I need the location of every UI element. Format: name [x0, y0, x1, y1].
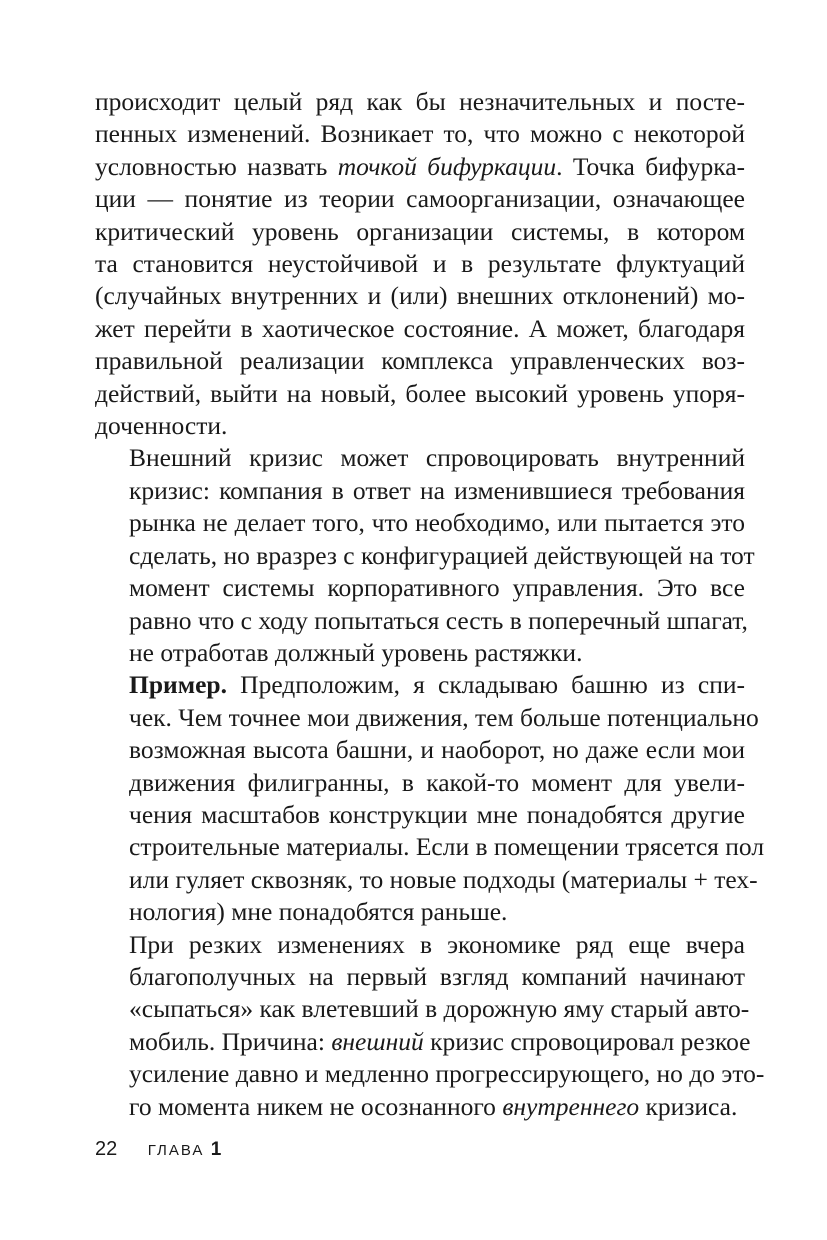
text-run: чения масштабов конструкции мне понадобятся другие [129, 799, 745, 829]
text-line [95, 702, 759, 734]
text-run: правильной реализации комплекса управленческих воз- [95, 346, 745, 376]
text-run: го момента никем не осознанного [129, 1091, 503, 1121]
text-line [95, 993, 750, 1025]
text-line [95, 929, 745, 961]
text-run: Внешний кризис может спровоцировать внутренний [129, 443, 745, 473]
italic-text: точкой бифуркации [337, 151, 557, 181]
text-line [95, 767, 745, 799]
text-run: сделать, но вразрез с конфигурацией действующей на тот [129, 540, 755, 570]
text-line [95, 669, 745, 701]
text-run: момент системы корпоративного управления. Это все [129, 573, 745, 603]
page-footer [95, 1138, 221, 1161]
text-run: условностью назвать [95, 151, 338, 181]
text-run: жет перейти в хаотическое состояние. А может, благодаря [95, 313, 745, 343]
text-run: ции — понятие из теории самоорганизации, означающее [95, 184, 745, 214]
text-line [95, 118, 745, 150]
page-body [95, 86, 765, 1123]
text-run: пенных изменений. Возникает то, что можно с некоторой [95, 119, 745, 149]
text-run: кризис: компания в ответ на изменившиеся требования [129, 475, 745, 505]
text-line [95, 345, 745, 377]
text-run: (случайных внутренних и (или) внешних отклонений) мо- [95, 281, 745, 311]
text-run: кризис спровоцировал резкое [423, 1026, 751, 1056]
text-line [95, 896, 745, 928]
italic-text: внешний [331, 1026, 424, 1056]
bold-text: Пример. [129, 670, 227, 700]
text-run: «сыпаться» как влетевший в дорожную яму старый авто- [129, 994, 750, 1024]
text-line [95, 572, 745, 604]
text-run: мобиль. Причина: [129, 1026, 332, 1056]
text-line [95, 637, 745, 669]
text-run: равно что с ходу попытаться сесть в поперечный шпагат, [129, 605, 748, 635]
text-run: возможная высота башни, и наоборот, но даже если мои [129, 735, 745, 765]
text-run: усиление давно и медленно прогрессирующего, но до это- [129, 1059, 765, 1089]
text-run: доченности. [95, 411, 228, 441]
text-line [95, 734, 745, 766]
text-line [95, 216, 745, 248]
text-line [95, 540, 755, 572]
text-run: строительные материалы. Если в помещении трясется пол [129, 832, 765, 862]
italic-text: внутреннего [502, 1091, 640, 1121]
text-line [95, 799, 745, 831]
paragraph [95, 929, 765, 1123]
text-line [95, 507, 745, 539]
text-line [95, 1026, 751, 1058]
text-line [95, 1091, 745, 1123]
text-run: . Точка бифурка- [556, 151, 746, 181]
text-line [95, 410, 745, 442]
text-run: благополучных на первый взгляд компаний начинают [129, 961, 745, 991]
text-line [95, 280, 745, 312]
text-run: критический уровень организации системы, в котором [95, 216, 745, 246]
text-run: нология) мне понадобятся раньше. [129, 897, 508, 927]
text-run: рынка не делает того, что необходимо, или пытается это [129, 508, 745, 538]
text-run: Предположим, я складываю башню из спи- [226, 670, 745, 700]
text-run: та становится неустойчивой и в результате флуктуаций [95, 249, 745, 279]
paragraph [95, 669, 765, 928]
text-line [95, 961, 745, 993]
chapter-number: 1 [210, 1139, 222, 1160]
text-line [95, 864, 758, 896]
text-line [95, 378, 745, 410]
text-run: чек. Чем точнее мои движения, тем больше потенциально [129, 702, 759, 732]
text-line [95, 1058, 765, 1090]
page-number: 22 [95, 1138, 118, 1160]
text-line [95, 183, 745, 215]
text-line [95, 442, 745, 474]
text-line [95, 248, 745, 280]
text-run: не отработав должный уровень растяжки. [129, 637, 583, 667]
text-line [95, 831, 765, 863]
text-line [95, 313, 745, 345]
text-line [95, 605, 748, 637]
text-run: При резких изменениях в экономике ряд еще вчера [129, 929, 745, 959]
chapter-label: ГЛАВА [147, 1142, 205, 1159]
text-line [95, 86, 745, 118]
text-run: или гуляет сквозняк, то новые подходы (материалы + тех- [129, 864, 758, 894]
paragraph [95, 86, 745, 442]
text-run: кризиса. [639, 1091, 738, 1121]
text-line [95, 475, 745, 507]
text-run: происходит целый ряд как бы незначительных и посте- [95, 87, 745, 116]
text-run: действий, выйти на новый, более высокий уровень упоря- [95, 378, 745, 408]
text-line [95, 151, 745, 183]
text-run: движения филигранны, в какой-то момент для увели- [129, 767, 745, 797]
paragraph [95, 442, 755, 669]
